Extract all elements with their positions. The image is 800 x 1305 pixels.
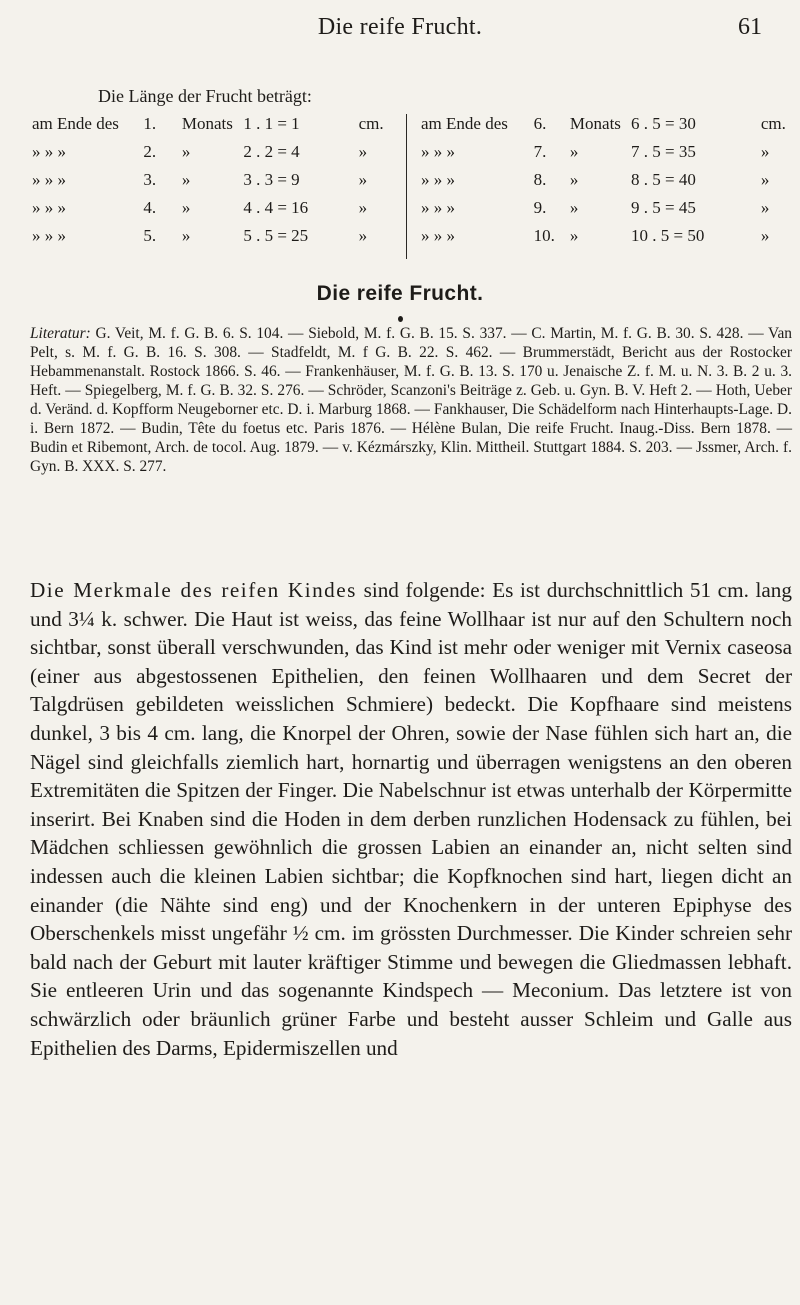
page-number: 61 <box>738 14 762 40</box>
row-word: » <box>181 198 191 217</box>
body-paragraph <box>30 576 792 1062</box>
row-unit: » <box>358 226 368 245</box>
row-unit: » <box>358 142 368 161</box>
row-formula: 5 . 5 = 25 <box>243 226 309 245</box>
section-heading: Die reife Frucht. <box>316 282 484 305</box>
table-row <box>421 226 799 254</box>
literature-lead: Literatur: <box>30 325 91 342</box>
bullet-dot-icon <box>398 316 403 322</box>
length-table-right-column <box>406 114 799 259</box>
row-word: » <box>569 198 579 217</box>
row-month: 7. <box>533 142 547 161</box>
row-unit: cm. <box>760 114 786 133</box>
row-prefix: » » » <box>421 170 455 189</box>
length-table-heading: Die Länge der Frucht beträgt: <box>98 86 312 106</box>
table-row <box>32 114 397 142</box>
row-prefix: » » » <box>32 226 66 245</box>
row-word: » <box>181 170 191 189</box>
row-prefix: » » » <box>32 198 66 217</box>
row-month: 6. <box>533 114 547 133</box>
table-row <box>421 114 799 142</box>
row-month: 8. <box>533 170 547 189</box>
row-prefix: » » » <box>421 198 455 217</box>
row-word: » <box>181 226 191 245</box>
row-prefix: » » » <box>32 142 66 161</box>
table-row <box>421 198 799 226</box>
row-formula: 6 . 5 = 30 <box>631 114 696 133</box>
page-header <box>0 14 800 54</box>
table-row <box>32 226 397 254</box>
row-prefix: » » » <box>421 226 455 245</box>
row-month: 9. <box>533 198 547 217</box>
row-unit: » <box>760 142 770 161</box>
body-text: sind folgende: Es ist durchschnittlich 51 cm. lang und 3¼ k. schwer. Die Haut ist weiss, das feine Wollhaar ist nur auf den Schultern noch sichtbar, sonst überall verschwunden, das Kind ist mehr oder weniger mit Vernix caseosa (einer aus abgestossenen Epithelien, den feinen Wollhaaren und dem Secret der Talgdrüsen gebildeten weisslichen Schmiere) bedeckt. Die Kopfhaare sind meistens dunkel, 3 bis 4 cm. lang, die Knorpel der Ohren, sowie der Nase fühlen sich hart an, die Nägel sind gleichfalls ziemlich hart, hornartig und überragen wenigstens an den oberen Extremitäten die Spitzen der Finger. Die Nabelschnur ist etwas unterhalb der Körpermitte inserirt. Bei Knaben sind die Hoden in dem derben runzlichen Hodensack zu fühlen, bei Mädchen schliessen gewöhnlich die grossen Labien an einander an, nicht selten sind indessen auch die kleinen Labien sichtbar; die Kopfknochen sind hart, liegen dicht an einander (die Nähte sind eng) und der Knochenkern in der unteren Epiphyse des Oberschenkels misst ungefähr ½ cm. im grössten Durchmesser. Die Kinder schreien sehr bald nach der Geburt mit lauter kräftiger Stimme und bewegen die Gliedmassen lebhaft. Sie entleeren Urin und das sogenannte Kindspech — Meconium. Das letztere ist von schwärzlich oder bräunlich grüner Farbe und besteht ausser Schleim und Galle aus Epithelien des Darms, Epidermiszellen und <box>30 578 792 1060</box>
row-formula: 3 . 3 = 9 <box>243 170 300 189</box>
row-unit: » <box>358 170 368 189</box>
row-word: » <box>181 142 191 161</box>
row-formula: 4 . 4 = 16 <box>243 198 309 217</box>
literature-text: G. Veit, M. f. G. B. 6. S. 104. — Siebold, M. f. G. B. 15. S. 337. — C. Martin, M. f. G. B. 30. S. 428. — Van Pelt, s. M. f. G. B. 16. S. 308. — Stadfeldt, M. f G. B. 22. S. 462. — Brummerstädt, Bericht aus der Rostocker Hebammenanstalt. Rostock 1866. S. 46. — Frankenhäuser, M. f. G. B. 13. S. 170 u. Jenaische Z. f. M. u. N. 3. B. 2 u. 3. Heft. — Spiegelberg, M. f. G. B. 32. S. 276. — Schröder, Scanzoni's Beiträge z. Geb. u. Gyn. B. V. Heft 2. — Hoth, Ueber d. Veränd. d. Kopfform Neugeborner etc. D. i. Marburg 1868. — Fankhauser, Die Schädelform nach Hinterhaupts-Lage. D. i. Bern 1872. — Budin, Tête du foetus etc. Paris 1876. — Hélène Bulan, Die reife Frucht. Inaug.-Diss. Bern 1878. — Budin et Ribemont, Arch. de tocol. Aug. 1879. — v. Kézmárszky, Klin. Mittheil. Stuttgart 1884. S. 203. — Jssmer, Arch. f. Gyn. B. XXX. S. 277. <box>30 325 792 475</box>
literature-paragraph <box>30 324 792 476</box>
table-row <box>421 142 799 170</box>
row-prefix: am Ende des <box>421 114 508 133</box>
row-month: 5. <box>143 226 157 245</box>
row-prefix: am Ende des <box>32 114 119 133</box>
row-formula: 8 . 5 = 40 <box>631 170 696 189</box>
row-prefix: » » » <box>32 170 66 189</box>
table-row <box>32 142 397 170</box>
row-unit: » <box>760 170 770 189</box>
row-formula: 7 . 5 = 35 <box>631 142 696 161</box>
body-lead: Die Merkmale des reifen Kindes <box>30 578 357 602</box>
row-unit: cm. <box>358 114 384 133</box>
table-row <box>32 198 397 226</box>
table-row <box>32 170 397 198</box>
row-formula: 1 . 1 = 1 <box>243 114 300 133</box>
row-prefix: » » » <box>421 142 455 161</box>
row-month: 3. <box>143 170 157 189</box>
row-word: Monats <box>181 114 233 133</box>
row-formula: 2 . 2 = 4 <box>243 142 300 161</box>
length-table-left-column <box>32 114 397 254</box>
row-month: 1. <box>143 114 157 133</box>
table-row <box>421 170 799 198</box>
running-title: Die reife Frucht. <box>317 14 483 40</box>
row-month: 4. <box>143 198 157 217</box>
row-word: Monats <box>569 114 621 133</box>
row-unit: » <box>760 226 770 245</box>
row-month: 2. <box>143 142 157 161</box>
row-month: 10. <box>533 226 555 245</box>
row-unit: » <box>760 198 770 217</box>
row-word: » <box>569 226 579 245</box>
row-unit: » <box>358 198 368 217</box>
row-formula: 10 . 5 = 50 <box>631 226 705 245</box>
row-formula: 9 . 5 = 45 <box>631 198 696 217</box>
row-word: » <box>569 170 579 189</box>
row-word: » <box>569 142 579 161</box>
